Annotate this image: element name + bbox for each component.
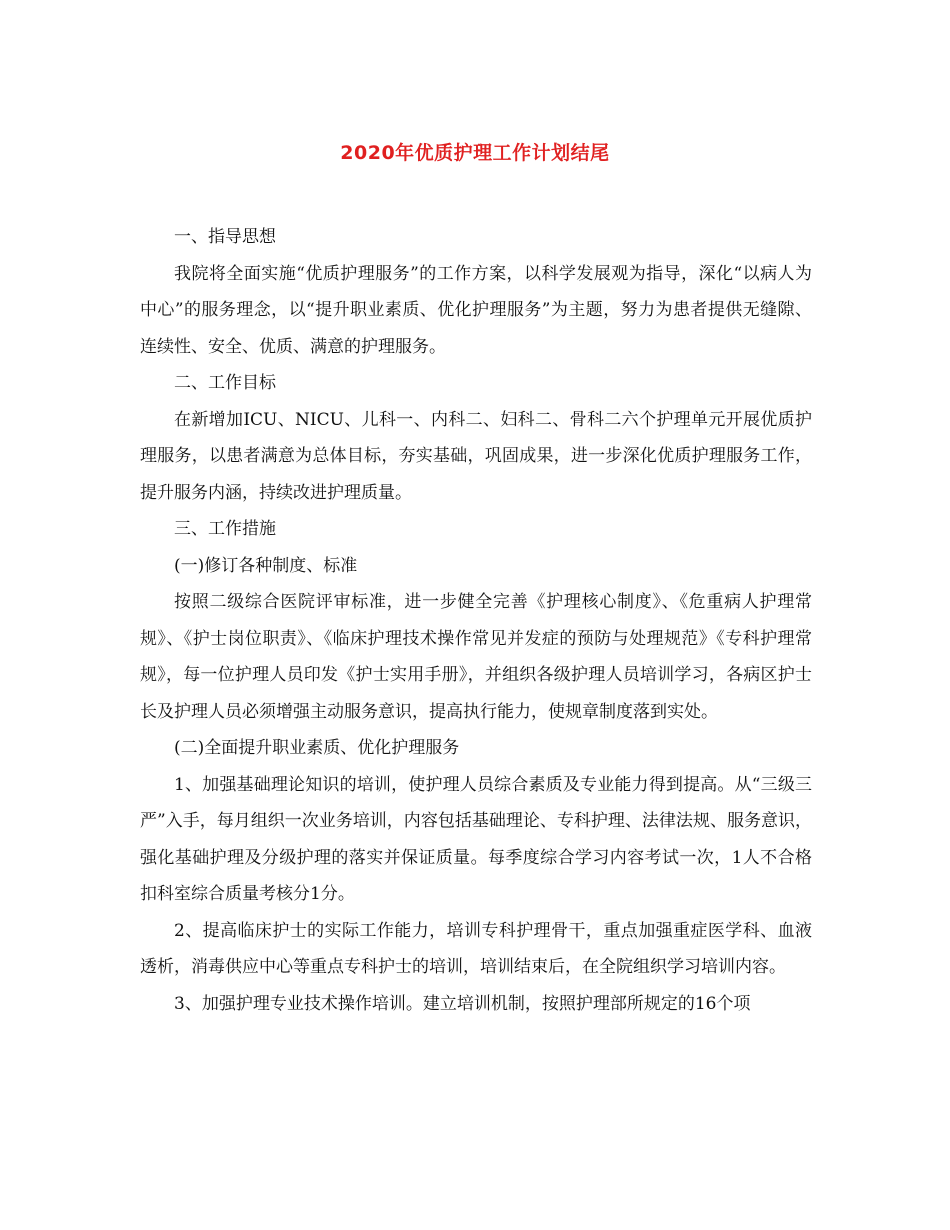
paragraph-item-1: 1、加强基础理论知识的培训，使护理人员综合素质及专业能力得到提高。从“三级三严”入手，每月组织一次业务培训，内容包括基础理论、专科护理、法律法规、服务意识，强化基础护理及分级护理的落实并保证质量。每季度综合学习内容考试一次，1人不合格扣科室综合质量考核分1分。 <box>140 774 812 904</box>
paragraph-revise-systems: 按照二级综合医院评审标准，进一步健全完善《护理核心制度》、《危重病人护理常规》、《护士岗位职责》、《临床护理技术操作常见并发症的预防与处理规范》《专科护理常规》，每一位护理人员印发《护士实用手册》，并组织各级护理人员培训学习，各病区护士长及护理人员必须增强主动服务意识，提高执行能力，使规章制度落到实处。 <box>140 592 812 722</box>
paragraph-work-goals: 在新增加ICU、NICU、儿科一、内科二、妇科二、骨科二六个护理单元开展优质护理服务，以患者满意为总体目标，夯实基础，巩固成果，进一步深化优质护理服务工作，提升服务内涵，持续改进护理质量。 <box>140 409 812 503</box>
document-body <box>140 219 812 1022</box>
section-heading-guiding-ideology: 一、指导思想 <box>174 227 276 247</box>
document-title: 2020年优质护理工作计划结尾 <box>340 142 610 164</box>
section-heading-work-measures: 三、工作措施 <box>174 519 276 539</box>
paragraph-item-2: 2、提高临床护士的实际工作能力，培训专科护理骨干，重点加强重症医学科、血液透析，消毒供应中心等重点专科护士的培训，培训结束后，在全院组织学习培训内容。 <box>140 920 812 977</box>
subheading-revise-systems: (一)修订各种制度、标准 <box>174 555 358 576</box>
paragraph-guiding-ideology: 我院将全面实施“优质护理服务”的工作方案，以科学发展观为指导，深化“以病人为中心”的服务理念，以“提升职业素质、优化护理服务”为主题，努力为患者提供无缝隙、连续性、安全、优质、满意的护理服务。 <box>140 263 812 357</box>
section-heading-work-goals: 二、工作目标 <box>174 373 276 393</box>
paragraph-item-3: 3、加强护理专业技术操作培训。建立培训机制，按照护理部所规定的16个项 <box>174 993 751 1014</box>
subheading-improve-quality: (二)全面提升职业素质、优化护理服务 <box>174 738 460 758</box>
